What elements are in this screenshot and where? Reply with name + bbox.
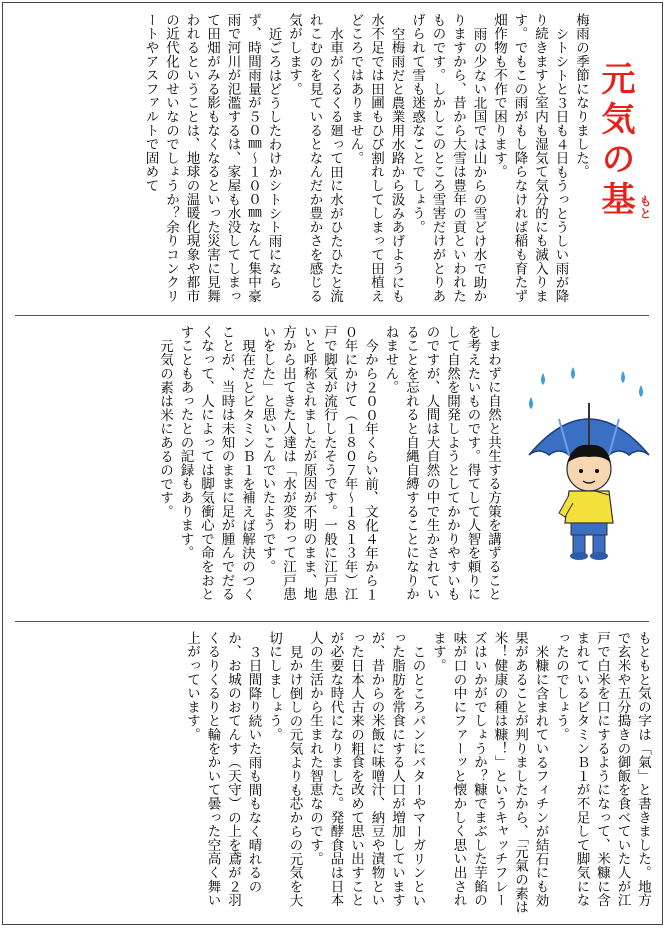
paragraph: 米糠に含まれているフィチンが結石にも効果があることが判りましたから、「元氣の素は米！健康の種は糠！」というキャッチフレーズはいかがでしょうか？糠でまぶした芋餡の味が口の中にファーッと懐かしく思い出されます。 — [430, 631, 549, 915]
paragraph: しまわずに自然と共生する方策を講ずることを考えたいものです。得てして人智を頼りにして自然を開発しようとしてかかりやすいものですが、人間は大自然の中で生かされていることを忘れると自縄自縛することになりかねません。 — [382, 325, 501, 601]
section-1 — [17, 13, 591, 305]
paragraph: シトシトと３日も４日もうっとうしい雨が降り続きますと室内も湿気て気分的にも滅入ります。でもこの雨がもし降らなければ稲も育たず畑作物も不作で困ります。 — [491, 13, 569, 303]
paragraph: 梅雨の季節になりました。 — [573, 13, 589, 179]
paragraph: このところパンにバターやマーガリンといった脂肪を常食にする人口が増加していますが、昔からの米飯に味噌汁、納豆や漬物といった日本人古来の粗食を改めて思い出すことが必要な時代になりました。発酵食品は日本人の生活から生まれた智恵なのです。 — [307, 631, 426, 907]
paragraph: 水車がくるくる廻って田に水がひたひたと流れこむのを見ているとなんだか豊かさを感じる気がします。 — [286, 13, 343, 303]
newsletter-page — [2, 2, 663, 925]
raindrop-icon — [529, 367, 643, 409]
divider — [15, 621, 649, 622]
paragraph: 空梅雨だと農業用水路から汲みあげようにも水不足では田圃もひび割れしてしまって田植えどころではありません。 — [347, 13, 405, 303]
paragraph: 今から２００年くらい前、文化４年から１０年にかけて（１８０７年〜１８１３年）江戸で脚気が流行したそうです。一般に江戸患いと呼称されましたが原因が不明のまま、地方から出てきた人達は「水が変わって江戸患いをした」と思いこんでいたようです。 — [259, 325, 378, 601]
title-ruby: もと — [638, 195, 652, 219]
title: 元気の基 — [595, 61, 635, 221]
paragraph: 雨の少ない北国では山からの雪どけ水で助かりますから、昔から大雪は豊年の貢といわれたものです。しかしこのところ雪害だけがとりあげられて雪も迷惑なことでしょう。 — [409, 13, 487, 303]
section-3 — [17, 631, 653, 919]
divider — [15, 315, 649, 316]
paragraph: ３日間降り続いた雨も間もなく晴れるのか、お城のおてんす（天守）の上を鳶が２羽くるりくるりと輪をかいて曇った空高く舞い上がっています。 — [184, 631, 262, 907]
paragraph: 見かけ倒しの元気よりも芯からの元気を大切にしましょう。 — [266, 631, 303, 907]
boy-with-umbrella-illustration — [523, 363, 655, 563]
paragraph: 現在だとビタミンＢ１を補えば解決のつくことが、当時は未知のままに足が腫んでだるくなって、人によっては脚気衝心で命をおとすこともあったとの記録もあります。 — [177, 325, 255, 601]
paragraph: 近ごろはどうしたわけかシトシト雨にならず、時間雨量が５０㎜〜１００㎜なんて集中豪雨で河川が氾濫するは、家屋も水没してしまって田畑がみる影もなくなるといった災害に見舞われるということは、地球の温暖化現象や都市の近代化のせいなのでしょうか？余りコンクリートやアスファルトで固めて — [142, 13, 282, 303]
paragraph: もともと気の字は「氣」と書きました。地方で玄米や五分搗きの御飯を食べていた人が江戸で白米を口にするようになって、米糠に含まれているビタミンＢ１が不足して脚気になったのでしょう。 — [553, 631, 651, 907]
paragraph: 元気の素は米にあるのです。 — [157, 338, 173, 518]
section-2 — [17, 325, 503, 611]
